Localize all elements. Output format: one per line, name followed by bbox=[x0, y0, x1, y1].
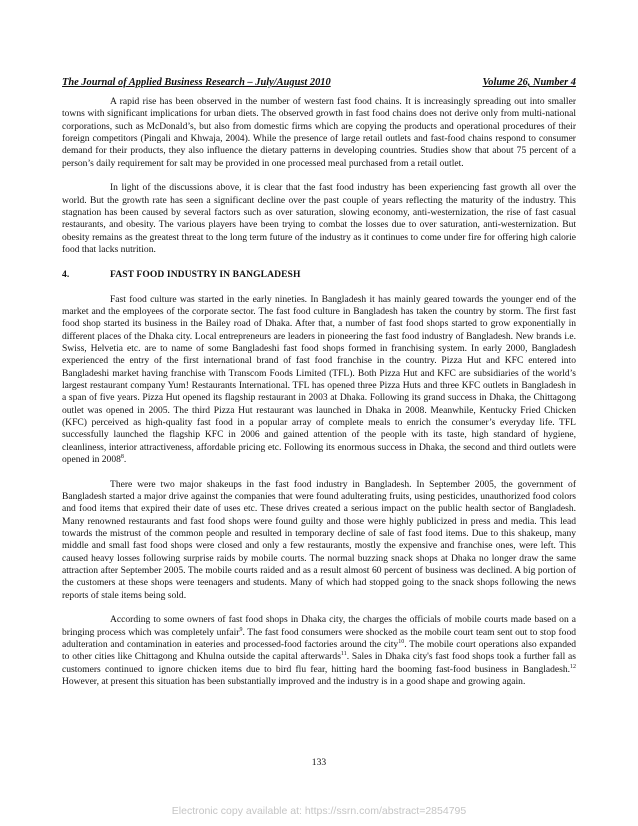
volume-number: Volume 26, Number 4 bbox=[482, 77, 576, 88]
section-title: FAST FOOD INDUSTRY IN BANGLADESH bbox=[110, 268, 301, 280]
article-body bbox=[62, 96, 576, 701]
paragraph-industry-growth: In light of the discussions above, it is clear that the fast food industry has been experiencing fast growth all over the world. But the growth rate has seen a significant decline over the past couple of years reflecting the maturity of the industry. This stagnation has been caused by several factors such as over saturation, slowing economy, anti-westernization, the rise of fast casual restaurants, and obesity. The various players have been trying to combat the losses due to over saturation, anti-westernization. But obesity remains as the greatest threat to the long term future of the industry as it continues to come under fire for offering high calorie food that lacks nutrition. bbox=[62, 182, 576, 256]
paragraph-fast-food-chains: A rapid rise has been observed in the number of western fast food chains. It is increasingly spreading out into smaller towns with significant implications for urban diets. The observed growth in fast food chains does not derive only from multi-national corporations, such as McDonald’s, but also from domestic firms which are copying the products and operational procedures of their foreign competitors (Pingali and Khwaja, 2004). While the presence of large retail outlets and fast-food chains respond to consumer demand for their products, they also influence the dietary patterns in developing countries. Studies show that about 75 percent of a person’s daily requirement for salt may be provided in one processed meal purchased from a retail outlet. bbox=[62, 96, 576, 169]
running-header bbox=[62, 77, 576, 88]
paragraph-text: . Sales in Dhaka city's fast food shops took a further fall as customers continued to ignore chicken items due to bird flu fear, hitting hard the booming fast-food business in Bangladesh. bbox=[62, 651, 576, 675]
section-heading bbox=[62, 269, 576, 281]
journal-title: The Journal of Applied Business Research – July/August 2010 bbox=[62, 77, 331, 88]
paragraph-text: . bbox=[123, 453, 127, 465]
footnote-ref: 9 bbox=[239, 626, 243, 633]
footnote-ref: 8 bbox=[120, 453, 124, 460]
paragraph-text: . The mobile court operations also expanded to other cities like Chittagong and Khulna outside the capital afterwards bbox=[62, 639, 576, 663]
page-number: 133 bbox=[311, 757, 327, 768]
paragraph-text: However, at present this situation has been substantially improved and the industry is in a good shape and growing again. bbox=[62, 676, 526, 688]
paragraph-text: According to some owners of fast food shops in Dhaka city, the charges the officials of mobile courts made based on a bringing process which was completely unfair bbox=[62, 614, 576, 638]
paragraph-text: . The fast food consumers were shocked as the mobile court team sent out to stop food adulteration and contamination in eateries and processed-food factories around the city bbox=[62, 626, 576, 651]
footnote-ref: 11 bbox=[340, 651, 347, 658]
ssrn-footer-link[interactable]: Electronic copy available at: https://ssrn.com/abstract=2854795 bbox=[171, 805, 467, 817]
section-number: 4. bbox=[62, 268, 70, 280]
footnote-ref: 10 bbox=[398, 639, 405, 646]
footnote-ref: 12 bbox=[570, 663, 576, 670]
paragraph-mobile-courts bbox=[62, 614, 576, 688]
paragraph-text: Fast food culture was started in the early nineties. In Bangladesh it has mainly geared towards the younger end of the market and the employees of the corporate sector. The fast food culture in Bangladesh has taken the country by storm. The first fast food shop started its business in the Bailey road of Dhaka. After that, a number of fast food shops started to grow exponentially in different places of the Dhaka city. Local entrepreneurs are leaders in pioneering the fast food industry of Bangladesh. New brands i.e. Swiss, Helvetia etc. are to name of some Bangladeshi fast food shops formed in franchising system. In early 2000, Bangladesh experienced the entry of the first international brand of fast food franchise in the country. Pizza Hut and KFC entered into Bangladeshi market having franchise with Transcom Foods Limited (TFL). Both Pizza Hut and KFC are subsidiaries of the world’s largest restaurant company Yum! Restaurants International. TFL has opened three Pizza Huts and three KFC outlets in Bangladesh in a span of five years. Pizza Hut opened its flagship restaurant in 2003 at Dhaka. Following its grand success in Dhaka, the Chittagong outlet was opened in 2005. The third Pizza Hut restaurant was launched in Dhaka in 2008. Meanwhile, Kentucky Fried Chicken (KFC) perceived as high-quality fast food in a popular array of complete meals to enrich the consumer’s everyday life. TFL successfully launched the flagship KFC in 2006 and gained attention of the people with its taste, high standard of hygiene, cleanliness, interior attractiveness, affordable pricing etc. Following its enormous success in Dhaka, the second and third outlets were opened in 2008 bbox=[62, 293, 576, 465]
paragraph-fast-food-culture bbox=[62, 294, 576, 467]
paragraph-shakeups: There were two major shakeups in the fast food industry in Bangladesh. In September 2005, the government of Bangladesh started a major drive against the companies that were found adulterating fruits, using pesticides, unauthorized food colors and food items that expired their date of uses etc. These drives created a serious impact on the public health sector of Bangladesh. Many renowned restaurants and fast food shops were found guilty and those were highly publicized in press and media. This lead towards the mistrust of the common people and resulted in temporary decline of sale of fast food items. Due to this shakeup, many middle and small fast food shops were closed and only a few restaurants, mostly the expensive and franchise ones, were left. This caused heavy losses following surprise raids by mobile courts. The normal buzzing snack shops at Dhaka no longer draw the same attraction after September 2005. The mobile courts raided and as a result almost 60 percent of business was declined. A big portion of the customers at these shops were teenagers and students. Many of which had stopped going to the snack shops following the news reports of stale items being sold. bbox=[62, 478, 576, 601]
